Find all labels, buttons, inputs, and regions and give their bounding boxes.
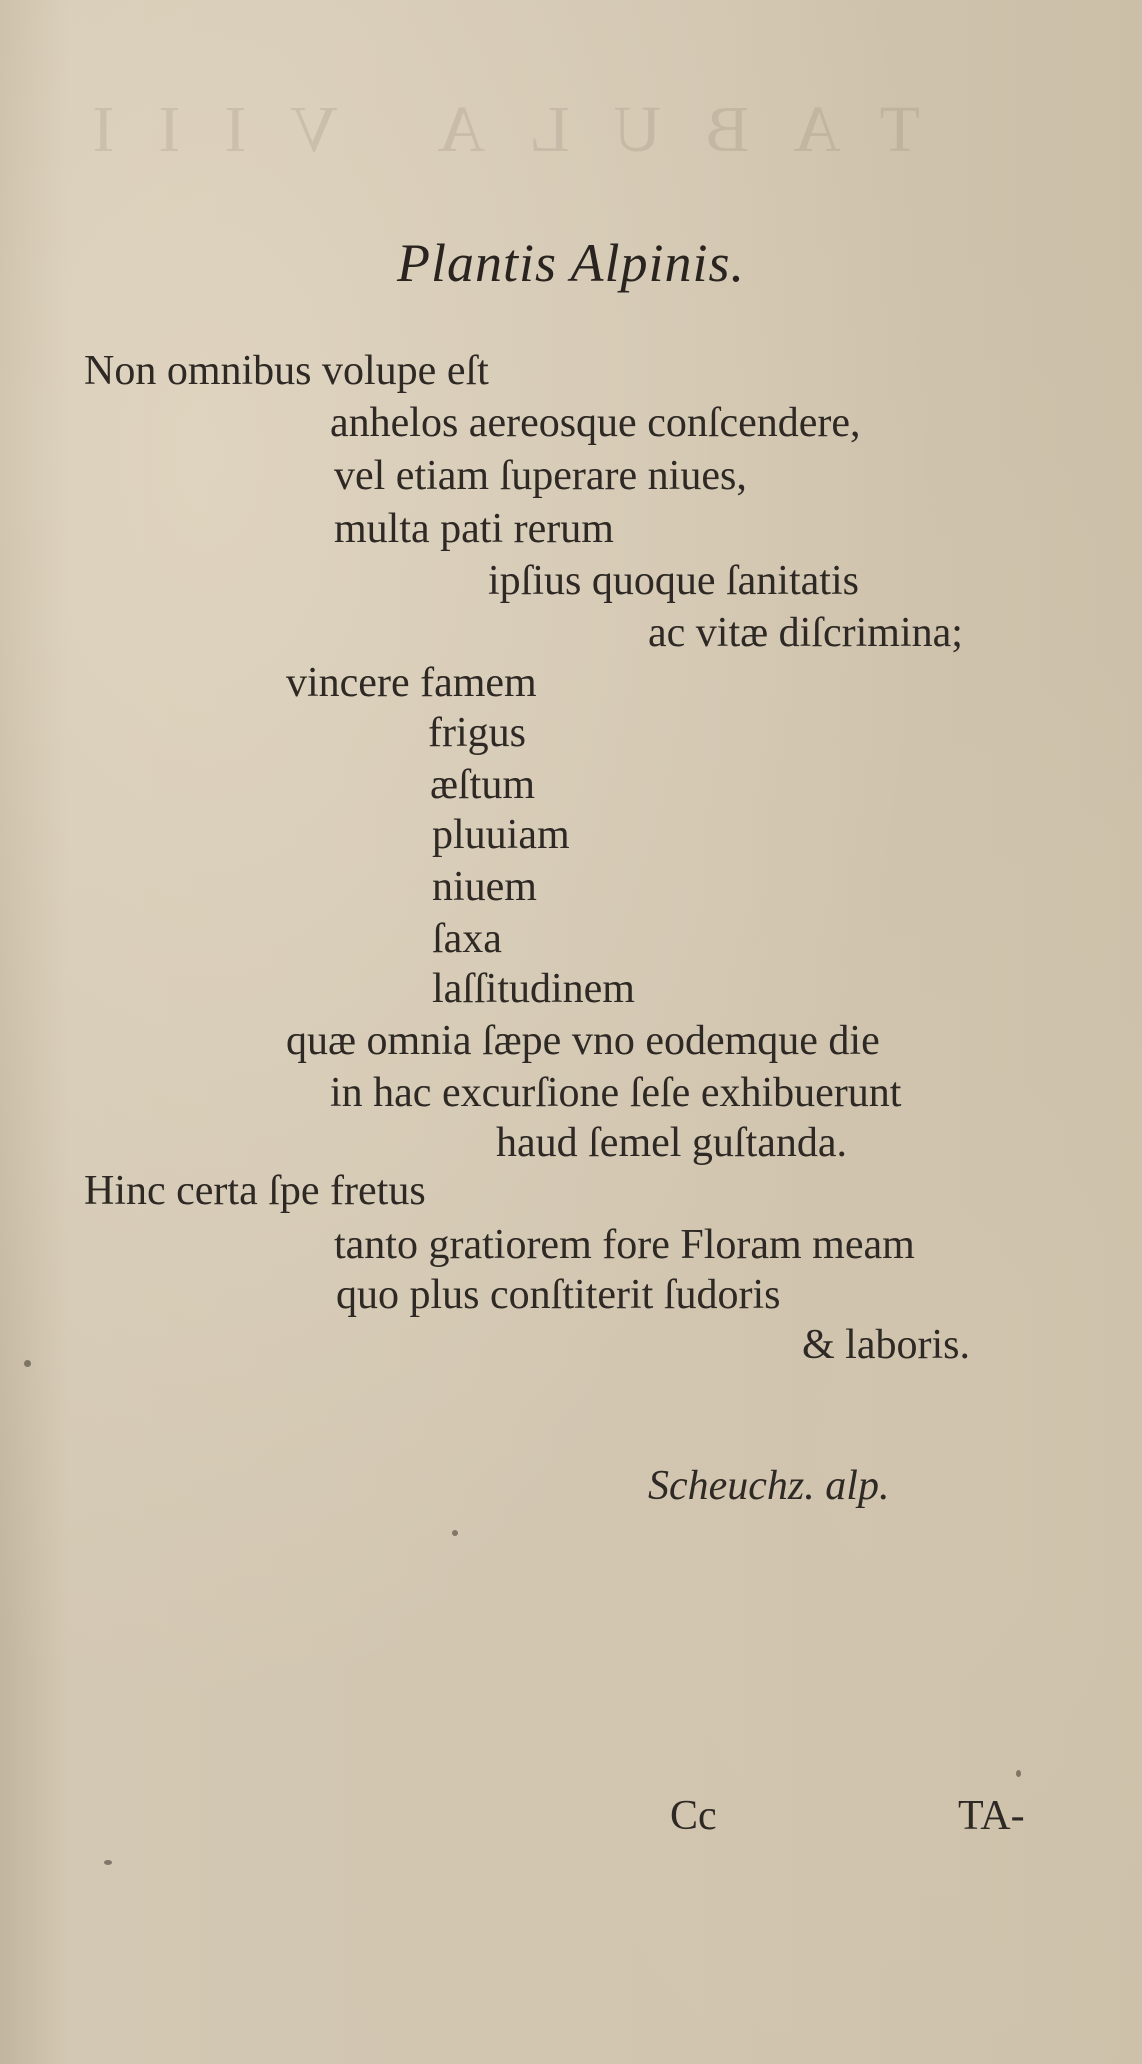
poem-line: ſaxa — [432, 916, 502, 962]
poem-line: quo plus conſtiterit ſudoris — [336, 1272, 781, 1318]
poem-line: æſtum — [430, 762, 536, 808]
poem-line: pluuiam — [432, 812, 570, 858]
poem-line: multa pati rerum — [334, 506, 614, 552]
poem-line: anhelos aereosque conſcendere, — [330, 400, 861, 446]
signature-mark: Cc — [670, 1793, 717, 1839]
poem-line: in hac excurſione ſeſe exhibuerunt — [330, 1070, 902, 1116]
poem-line: vincere famem — [286, 660, 537, 706]
poem-line: quæ omnia ſæpe vno eodemque die — [286, 1018, 880, 1064]
ink-speck — [452, 1530, 458, 1536]
poem-line: Non omnibus volupe eſt — [84, 348, 489, 394]
ink-speck — [104, 1860, 112, 1865]
poem-line: frigus — [428, 710, 526, 756]
poem-line: haud ſemel guſtanda. — [496, 1120, 848, 1166]
page-header: Plantis Alpinis. — [396, 233, 746, 293]
ink-speck — [24, 1360, 31, 1367]
poem-line: tanto gratiorem fore Floram meam — [334, 1222, 915, 1268]
poem-line: laſſitudinem — [432, 966, 635, 1012]
poem-line: ac vitæ diſcrimina; — [648, 610, 963, 656]
poem-line: & laboris. — [802, 1322, 970, 1368]
poem-line: niuem — [432, 864, 537, 910]
poem-line: Hinc certa ſpe fretus — [84, 1168, 426, 1214]
ink-speck — [1016, 1770, 1021, 1777]
bleed-through-text: TABULA VIII — [48, 93, 920, 166]
signature: Scheuchz. alp. — [648, 1463, 890, 1509]
catchword: TA- — [958, 1793, 1025, 1839]
poem-line: ipſius quoque ſanitatis — [488, 558, 859, 604]
poem-line: vel etiam ſuperare niues, — [334, 453, 747, 499]
